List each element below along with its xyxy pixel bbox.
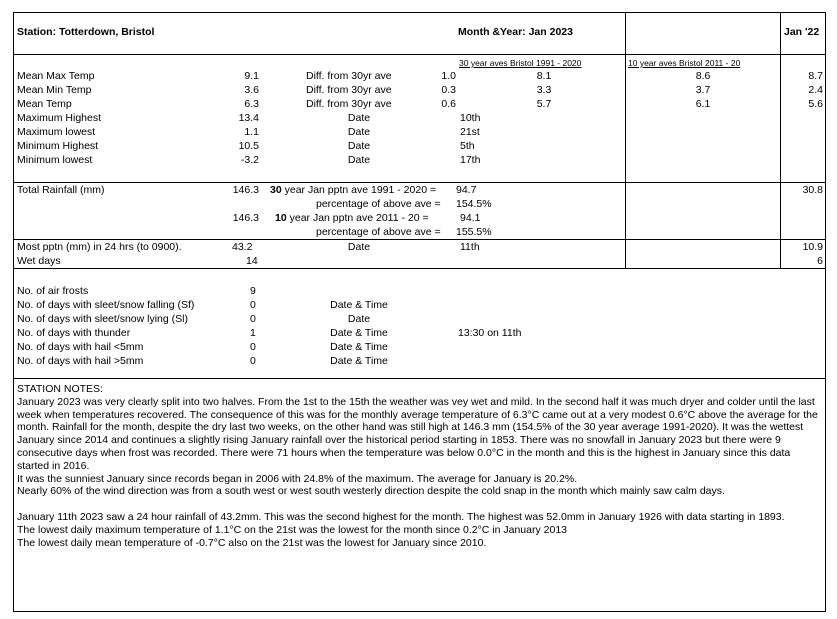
extreme-value: 1.1 [244, 126, 259, 138]
rainfall-ave10-text: year Jan pptn ave 2011 - 20 = [286, 212, 429, 224]
extreme-date: 5th [460, 140, 475, 152]
count-label: No. of days with thunder [17, 327, 131, 339]
wet-days-label: Wet days [17, 255, 61, 267]
notes-paragraph: January 11th 2023 saw a 24 hour rainfall of 43.2mm. This was the second highest for the month. The highest was 52.0mm in January 1926 with data starting in 1893. [17, 511, 785, 524]
count-date-time-label: Date & Time [330, 327, 388, 339]
ave30-header: 30 year aves Bristol 1991 - 2020 [459, 58, 582, 68]
ave30-value: 8.1 [536, 70, 552, 82]
ave10-value: 8.6 [695, 70, 711, 82]
prev-value: 2.4 [808, 84, 823, 96]
most-pptn-label: Most pptn (mm) in 24 hrs (to 0900). [17, 241, 182, 253]
ave30-value: 3.3 [536, 84, 552, 96]
month-year: Month &Year: Jan 2023 [458, 26, 573, 38]
count-label: No. of days with hail <5mm [17, 341, 144, 353]
extreme-date: 21st [460, 126, 480, 138]
extreme-label: Minimum lowest [17, 154, 93, 166]
rainfall-value-2: 146.3 [232, 212, 259, 224]
prev-value: 8.7 [808, 70, 823, 82]
divider-rainfall-top [14, 182, 825, 183]
divider-counts-top [14, 268, 825, 269]
diff-label: Diff. from 30yr ave [306, 84, 392, 96]
rainfall-pct2-value: 155.5% [456, 226, 492, 238]
count-date-time-label: Date & Time [330, 341, 388, 353]
extreme-date: 17th [460, 154, 481, 166]
ave10-value: 6.1 [695, 98, 711, 110]
count-label: No. of days with hail >5mm [17, 355, 144, 367]
temp-label: Mean Min Temp [17, 84, 92, 96]
count-value: 1 [250, 327, 256, 339]
column-divider-10yr [625, 13, 626, 268]
rainfall-pct1-label: percentage of above ave = [316, 198, 441, 210]
most-pptn-prev: 10.9 [802, 241, 823, 253]
prev-year-header: Jan '22 [784, 26, 820, 38]
diff-value: 0.6 [441, 98, 456, 110]
notes-paragraph: It was the sunniest January since records began in 2006 with 24.8% of the maximum. The average for January is 20.2%. [17, 472, 578, 485]
diff-value: 0.3 [441, 84, 456, 96]
notes-paragraph: The lowest daily mean temperature of -0.7°C also on the 21st was the lowest for January since 2010. [17, 536, 487, 549]
rainfall-ave30-prefix: 30 [270, 184, 282, 196]
temp-label: Mean Max Temp [17, 70, 95, 82]
divider-header [14, 54, 825, 55]
count-value: 0 [250, 341, 256, 353]
diff-label: Diff. from 30yr ave [306, 70, 392, 82]
rainfall-ave30-text: year Jan pptn ave 1991 - 2020 = [281, 184, 437, 196]
station-name: Station: Totterdown, Bristol [17, 26, 155, 38]
extreme-date-label: Date [347, 154, 371, 166]
rainfall-label: Total Rainfall (mm) [17, 184, 105, 196]
temp-value: 6.3 [244, 98, 259, 110]
ave10-value: 3.7 [695, 84, 711, 96]
extreme-value: 10.5 [238, 140, 259, 152]
divider-pptn-top [14, 239, 825, 240]
count-label: No. of days with sleet/snow lying (Sl) [17, 313, 188, 325]
wet-days-value: 14 [246, 255, 258, 267]
extreme-value: 13.4 [238, 112, 259, 124]
rainfall-prev: 30.8 [802, 184, 823, 196]
count-date-time-label: Date [347, 313, 371, 325]
count-date-time-label: Date & Time [330, 355, 388, 367]
extreme-label: Maximum lowest [17, 126, 96, 138]
extreme-value: -3.2 [240, 154, 259, 166]
rainfall-ave30-label [270, 184, 436, 197]
extreme-date-label: Date [347, 112, 371, 124]
count-value: 0 [250, 313, 256, 325]
rainfall-ave10-prefix: 10 [275, 212, 287, 224]
diff-label: Diff. from 30yr ave [306, 98, 392, 110]
temp-label: Mean Temp [17, 98, 72, 110]
diff-value: 1.0 [441, 70, 456, 82]
count-label: No. of days with sleet/snow falling (Sf) [17, 299, 195, 311]
most-pptn-value: 43.2 [232, 241, 253, 253]
count-value: 9 [250, 285, 256, 297]
rainfall-pct2-label: percentage of above ave = [316, 226, 441, 238]
extreme-date-label: Date [347, 140, 371, 152]
notes-paragraph: Nearly 60% of the wind direction was from a south west or west south westerly direction despite the cold snap in the month which mainly saw calm days. [17, 485, 725, 498]
notes-paragraph: January 2023 was very clearly split into two halves. From the 1st to the 15th the weather was vey wet and mild. In the second half it was much dryer and colder until the last week when temperatures recovered. The consequence of this was for the monthly average temperature of 6.3°C came out at a very modest 0.6°C above the average for the month. Rainfall for the month, despite the dry last two weeks, on the other hand was still high at 146.3 mm (154.5% of the 30 year average 1991-2020). It was the wettest January since 2014 and continues a slightly rising January rainfall over the historical period starting in 1853. There was no snowfall in January 2023 but there were 9 consecutive days when frost was recorded. There were 71 hours when the temperature was below 0.0°C in the month and this is the highest in January since this data started in 2016. [17, 395, 818, 472]
rainfall-ave10-label [275, 212, 429, 225]
station-notes [17, 383, 822, 550]
prev-value: 5.6 [808, 98, 823, 110]
extreme-date: 10th [460, 112, 481, 124]
count-value: 0 [250, 299, 256, 311]
divider-notes-top [14, 378, 825, 379]
ave10-header: 10 year aves Bristol 2011 - 20 [628, 58, 741, 68]
rainfall-ave10-value: 94.1 [460, 212, 481, 224]
extreme-date-label: Date [347, 126, 371, 138]
count-value: 0 [250, 355, 256, 367]
extreme-label: Minimum Highest [17, 140, 99, 152]
count-date-time-label: Date & Time [330, 299, 388, 311]
temp-value: 3.6 [244, 84, 259, 96]
count-extra: 13:30 on 11th [458, 327, 522, 339]
most-pptn-date: 11th [460, 241, 480, 253]
count-label: No. of air frosts [17, 285, 89, 297]
rainfall-value: 146.3 [232, 184, 259, 196]
rainfall-pct1-value: 154.5% [456, 198, 492, 210]
rainfall-ave30-value: 94.7 [456, 184, 477, 196]
notes-heading: STATION NOTES: [17, 383, 103, 395]
notes-paragraph: The lowest daily maximum temperature of 1.1°C on the 21st was the lowest for the month since 0.2°C in January 2013 [17, 523, 568, 536]
weather-summary-sheet [13, 12, 826, 612]
temp-value: 9.1 [244, 70, 259, 82]
wet-days-prev: 6 [817, 255, 823, 267]
column-divider-prev-year [780, 13, 781, 268]
most-pptn-date-label: Date [347, 241, 371, 253]
ave30-value: 5.7 [536, 98, 552, 110]
extreme-label: Maximum Highest [17, 112, 102, 124]
notes-spacer [17, 498, 822, 511]
